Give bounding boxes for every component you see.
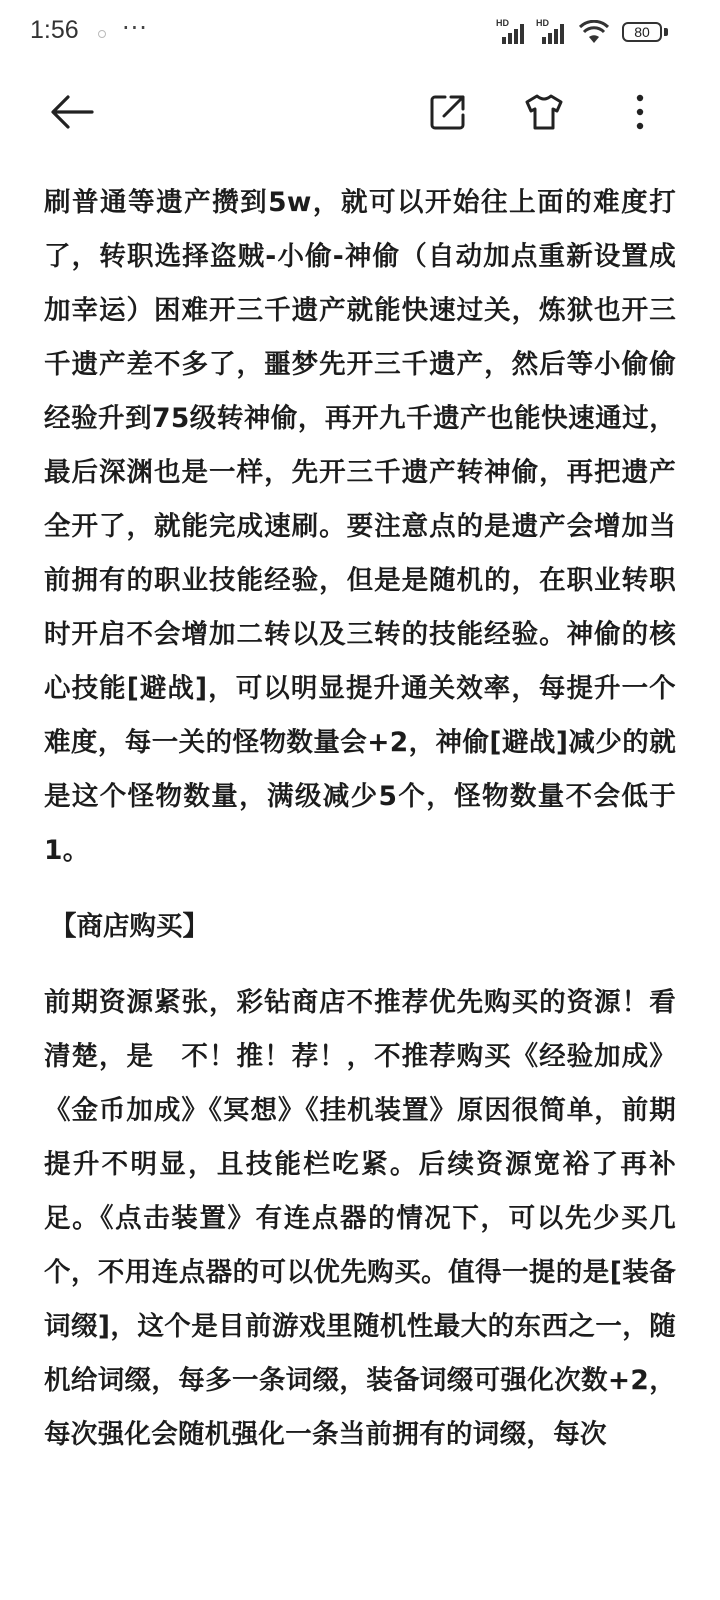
theme-button[interactable]: [516, 84, 572, 140]
back-button[interactable]: [44, 84, 100, 140]
theme-shirt-icon: [523, 92, 565, 132]
hd-signal-icon: [496, 20, 530, 46]
back-arrow-icon: [50, 94, 94, 130]
status-time: 1:56: [30, 16, 79, 44]
more-options-button[interactable]: [612, 84, 668, 140]
status-bar: [0, 0, 720, 66]
article-paragraph: 前期资源紧张，彩钻商店不推荐优先购买的资源！看清楚，是 不！推！荐！，不推荐购买《经验加成》《金币加成》《冥想》《挂机装置》原因很简单，前期提升不明显，且技能栏吃紧。后续资源宽裕了再补足。《点击装置》有连点器的情况下，可以先少买几个，不用连点器的可以优先购买。值得一提的是[装备词缀]，这个是目前游戏里随机性最大的东西之一，随机给词缀，每多一条词缀，装备词缀可强化次数+2，每次强化会随机强化一条当前拥有的词缀，每次: [44, 987, 676, 1450]
more-vertical-icon: [635, 93, 645, 131]
wifi-icon: [578, 20, 610, 46]
share-icon: [428, 92, 468, 132]
share-button[interactable]: [420, 84, 476, 140]
more-icon: ···: [122, 14, 148, 42]
article-body: [44, 176, 676, 1462]
network-label: HD: [496, 18, 509, 28]
top-toolbar: [0, 66, 720, 158]
hd-signal-icon: [536, 20, 570, 46]
battery-cap: [664, 28, 668, 36]
article-paragraph: 刷普通等遗产攒到5w，就可以开始往上面的难度打了，转职选择盗贼-小偷-神偷（自动加点重新设置成加幸运）困难开三千遗产就能快速过关，炼狱也开三千遗产差不多了，噩梦先开三千遗产，然后等小偷偷经验升到75级转神偷，再开九千遗产也能快速通过，最后深渊也是一样，先开三千遗产转神偷，再把遗产全开了，就能完成速刷。要注意点的是遗产会增加当前拥有的职业技能经验，但是是随机的，在职业转职时开启不会增加二转以及三转的技能经验。神偷的核心技能[避战]，可以明显提升通关效率，每提升一个难度，每一关的怪物数量会+2，神偷[避战]减少的就是这个怪物数量，满级减少5个，怪物数量不会低于1。: [44, 187, 676, 866]
section-heading: 【商店购买】: [50, 911, 209, 942]
network-label: HD: [536, 18, 549, 28]
notification-dot-icon: [98, 30, 106, 38]
battery-level: 80: [634, 24, 650, 40]
